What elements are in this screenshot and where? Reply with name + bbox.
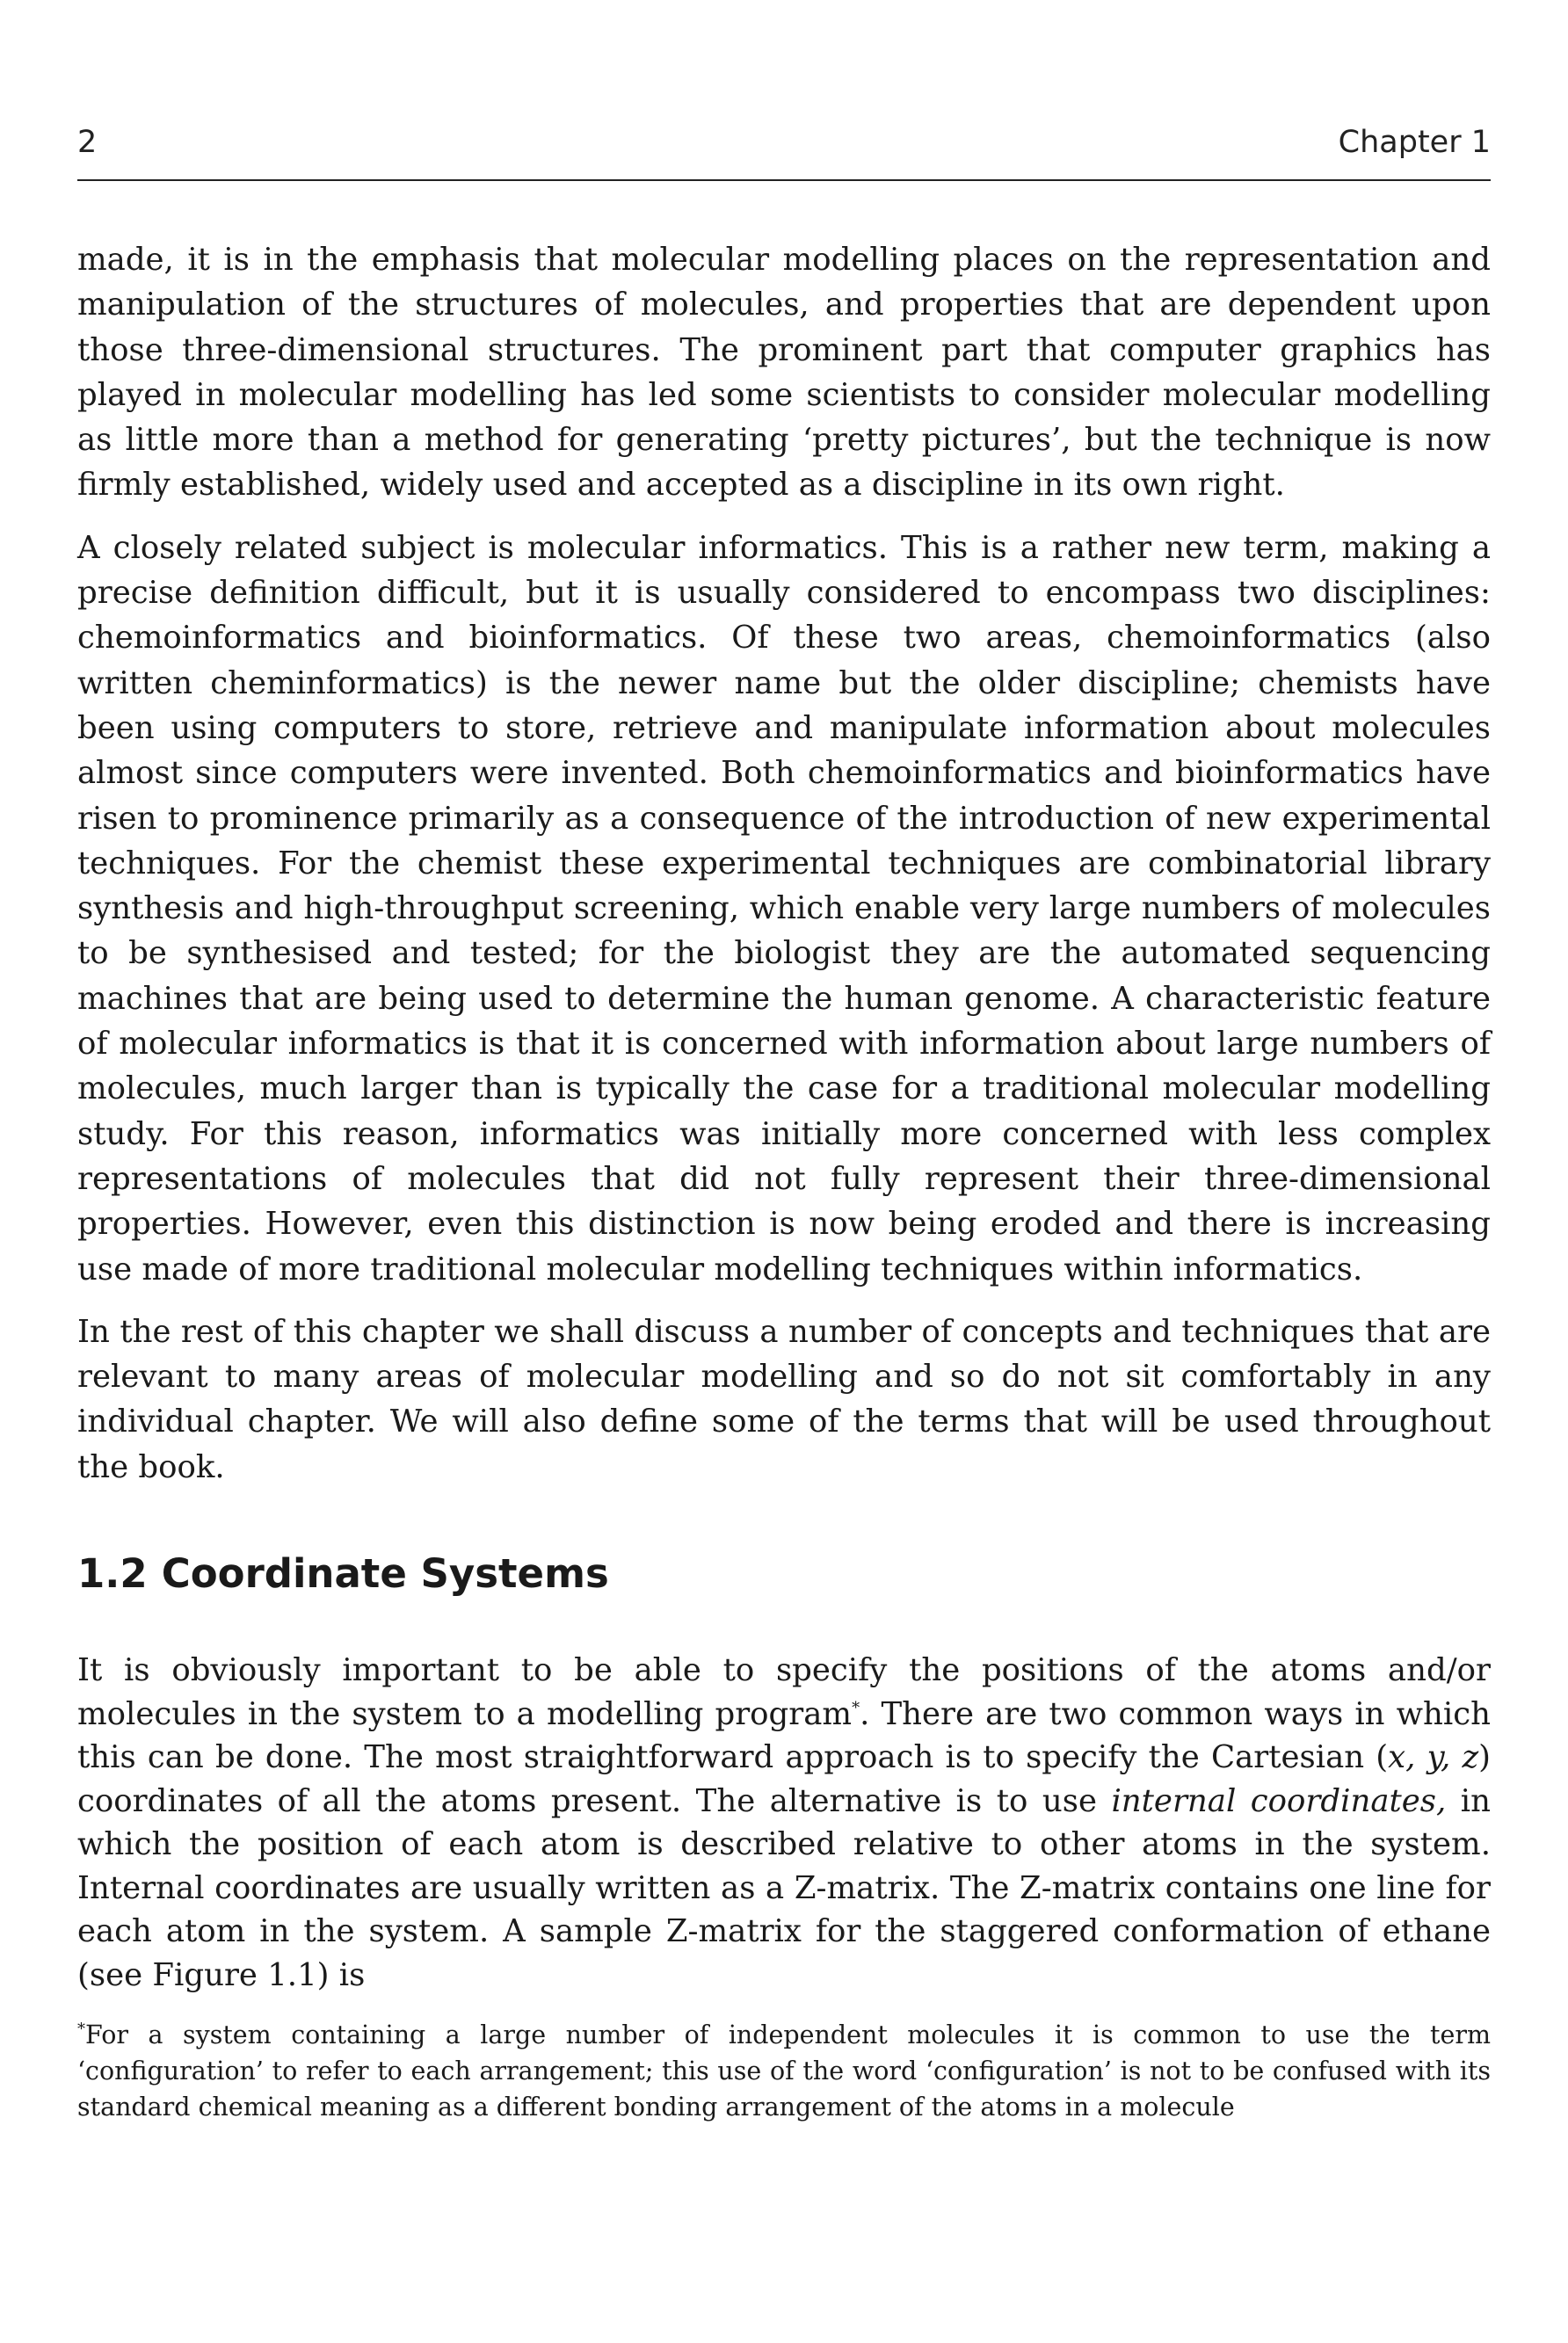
section-number: 1.2 bbox=[77, 1550, 148, 1597]
section-text bbox=[77, 1649, 1491, 1997]
cartesian-coords: x, y, z bbox=[1388, 1739, 1479, 1775]
section-text-part: in which the position of each atom is described relative to other atoms in the system. Internal coordinates are usually written as a Z-matrix. The Z-matrix contains one line for each atom in the system. A sample Z-matrix for the staggered conformation of ethane (see Figure 1.1) is bbox=[77, 1782, 1491, 1993]
section-text-part: ) coordinates of all the atoms present. The alternative is to use bbox=[77, 1739, 1492, 1819]
paragraph-2: A closely related subject is molecular informatics. This is a rather new term, making a precise definition difficult, but it is usually considered to encompass two disciplines: chemoinformatics and bioinformatics. Of these two areas, chemoinformatics (also written cheminformatics) is the newer name but the older discipline; chemists have been using computers to store, retrieve and manipulate information about molecules almost since computers were invented. Both chemoinformatics and bioinformatics have risen to prominence primarily as a consequence of the introduction of new experimental techniques. For the chemist these experimental techniques are combinatorial library synthesis and high-throughput screening, which enable very large numbers of molecules to be synthesised and tested; for the biologist they are the automated sequencing machines that are being used to determine the human genome. A characteristic feature of molecular informatics is that it is concerned with information about large numbers of molecules, much larger than is typically the case for a traditional molecular modelling study. For this reason, informatics was initially more concerned with less complex representations of molecules that did not fully represent their three-dimensional properties. However, even this distinction is now being eroded and there is increasing use made of more traditional molecular modelling techniques within informatics. bbox=[77, 529, 1491, 1288]
footnote-body: For a system containing a large number of independent molecules it is common to use the term ‘configuration’ to refer to each arrangement; this use of the word ‘configuration’ is not to be confused with its standard chemical meaning as a different bonding arrangement of the atoms in a molecule bbox=[77, 2020, 1491, 2122]
chapter-label: Chapter 1 bbox=[1338, 125, 1491, 160]
internal-coordinates-term: internal coordinates, bbox=[1111, 1782, 1447, 1819]
footnote-reference[interactable]: * bbox=[852, 1698, 860, 1717]
section-text-part: It is obviously important to be able to specify the positions of the atoms and/or molecules in the system to a modelling program bbox=[77, 1652, 1491, 1732]
section-paragraph bbox=[77, 1649, 1491, 1997]
paragraph-1: made, it is in the emphasis that molecular modelling places on the representation and manipulation of the structures of molecules, and properties that are dependent upon those three-dimensional structures. The prominent part that computer graphics has played in molecular modelling has led some scientists to consider molecular modelling as little more than a method for generating ‘pretty pictures’, but the technique is now firmly established, widely used and accepted as a discipline in its own right. bbox=[77, 242, 1491, 504]
body-text bbox=[77, 237, 1491, 1507]
section-title: Coordinate Systems bbox=[161, 1550, 609, 1597]
book-page bbox=[77, 0, 1491, 2343]
section-text-part: . There are two common ways in which this can be done. The most straightforward approach is to specify the Cartesian ( bbox=[77, 1695, 1491, 1775]
footnote bbox=[77, 2017, 1491, 2125]
header-rule bbox=[77, 179, 1491, 181]
footnote-marker: * bbox=[77, 2020, 85, 2039]
running-head bbox=[77, 125, 1491, 169]
paragraph-3: In the rest of this chapter we shall discuss a number of concepts and techniques that are relevant to many areas of molecular modelling and so do not sit comfortably in any individual chapter. We will also define some of the terms that will be used throughout the book. bbox=[77, 1313, 1491, 1485]
footnote-text bbox=[77, 2017, 1491, 2125]
page-number: 2 bbox=[77, 125, 98, 160]
section-heading bbox=[77, 1550, 609, 1597]
